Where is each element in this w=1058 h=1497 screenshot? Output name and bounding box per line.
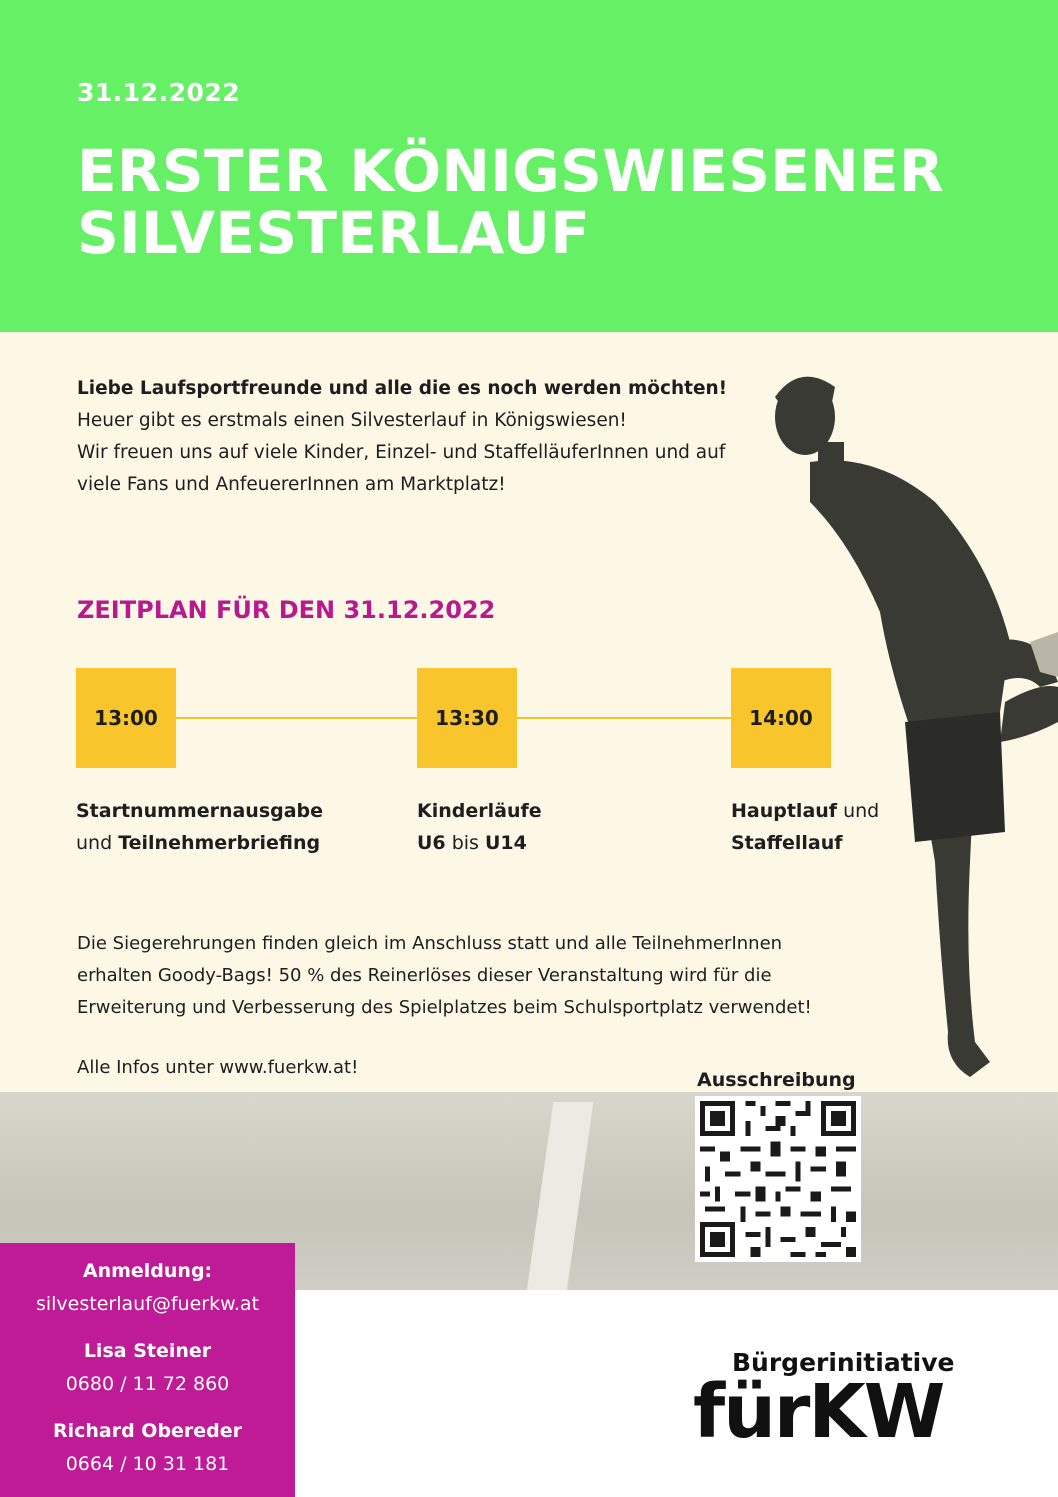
contact-name-1: Lisa Steiner (83, 1340, 212, 1362)
label-3-line-1: Hauptlauf (731, 800, 838, 822)
closing-line-2: erhalten Goody-Bags! 50 % des Reinerlöses dieser Veranstaltung wird für die (77, 965, 772, 986)
time-1: 13:00 (94, 706, 158, 730)
intro-line-2: Wir freuen uns auf viele Kinder, Einzel- und StaffelläuferInnen und auf (77, 442, 726, 463)
registration-label: Anmeldung: (82, 1260, 213, 1282)
title-line-1: ERSTER KÖNIGSWIESENER (77, 137, 944, 205)
label-2-age-from: U6 (417, 832, 446, 854)
label-2-age-to: U14 (484, 832, 527, 854)
time-2: 13:30 (435, 706, 499, 730)
intro-line-1: Heuer gibt es erstmals einen Silvesterlauf in Königswiesen! (77, 410, 627, 431)
logo-subtitle: Bürgerinitiative (732, 1348, 955, 1377)
label-3-line-2: Staffellauf (731, 832, 843, 854)
label-2-line-1: Kinderläufe (417, 800, 542, 822)
label-2-connector: bis (445, 832, 485, 854)
closing-line-3: Erweiterung und Verbesserung des Spielplatzes beim Schulsportplatz verwendet! (77, 997, 812, 1018)
title-line-2: SILVESTERLAUF (77, 199, 591, 267)
closing-line-1: Die Siegerehrungen finden gleich im Anschluss statt und alle TeilnehmerInnen (77, 933, 783, 954)
label-1-line-1: Startnummernausgabe (76, 800, 324, 822)
qr-code-icon[interactable] (695, 1096, 861, 1262)
qr-title: Ausschreibung (697, 1069, 856, 1091)
intro-lead: Liebe Laufsportfreunde und alle die es noch werden möchten! (77, 378, 728, 399)
registration-email[interactable]: silvesterlauf@fuerkw.at (35, 1293, 260, 1315)
time-box-3 (731, 668, 831, 768)
header-banner (0, 0, 1058, 332)
schedule-heading: ZEITPLAN FÜR DEN 31.12.2022 (77, 596, 496, 624)
intro-line-3: viele Fans und AnfeuererInnen am Marktplatz! (77, 474, 506, 495)
time-box-2 (417, 668, 517, 768)
schedule-label-2 (417, 795, 542, 859)
label-3-connector: und (837, 800, 880, 822)
contact-phone-2[interactable]: 0664 / 10 31 181 (65, 1453, 230, 1475)
time-box-1 (76, 668, 176, 768)
schedule-label-1 (76, 795, 323, 859)
intro-text (77, 373, 777, 501)
contact-name-2: Richard Obereder (52, 1420, 243, 1442)
label-1-connector: und (76, 832, 119, 854)
label-1-line-2: Teilnehmerbriefing (118, 832, 321, 854)
event-title (77, 137, 944, 267)
info-link-text: Alle Infos unter www.fuerkw.at! (77, 1057, 359, 1078)
closing-text (77, 928, 897, 1024)
contact-panel (0, 1243, 295, 1497)
contact-phone-1[interactable]: 0680 / 11 72 860 (65, 1373, 230, 1395)
event-date: 31.12.2022 (77, 78, 241, 107)
time-3: 14:00 (749, 706, 813, 730)
schedule-label-3 (731, 795, 879, 859)
logo-wordmark: fürKW (693, 1369, 944, 1455)
